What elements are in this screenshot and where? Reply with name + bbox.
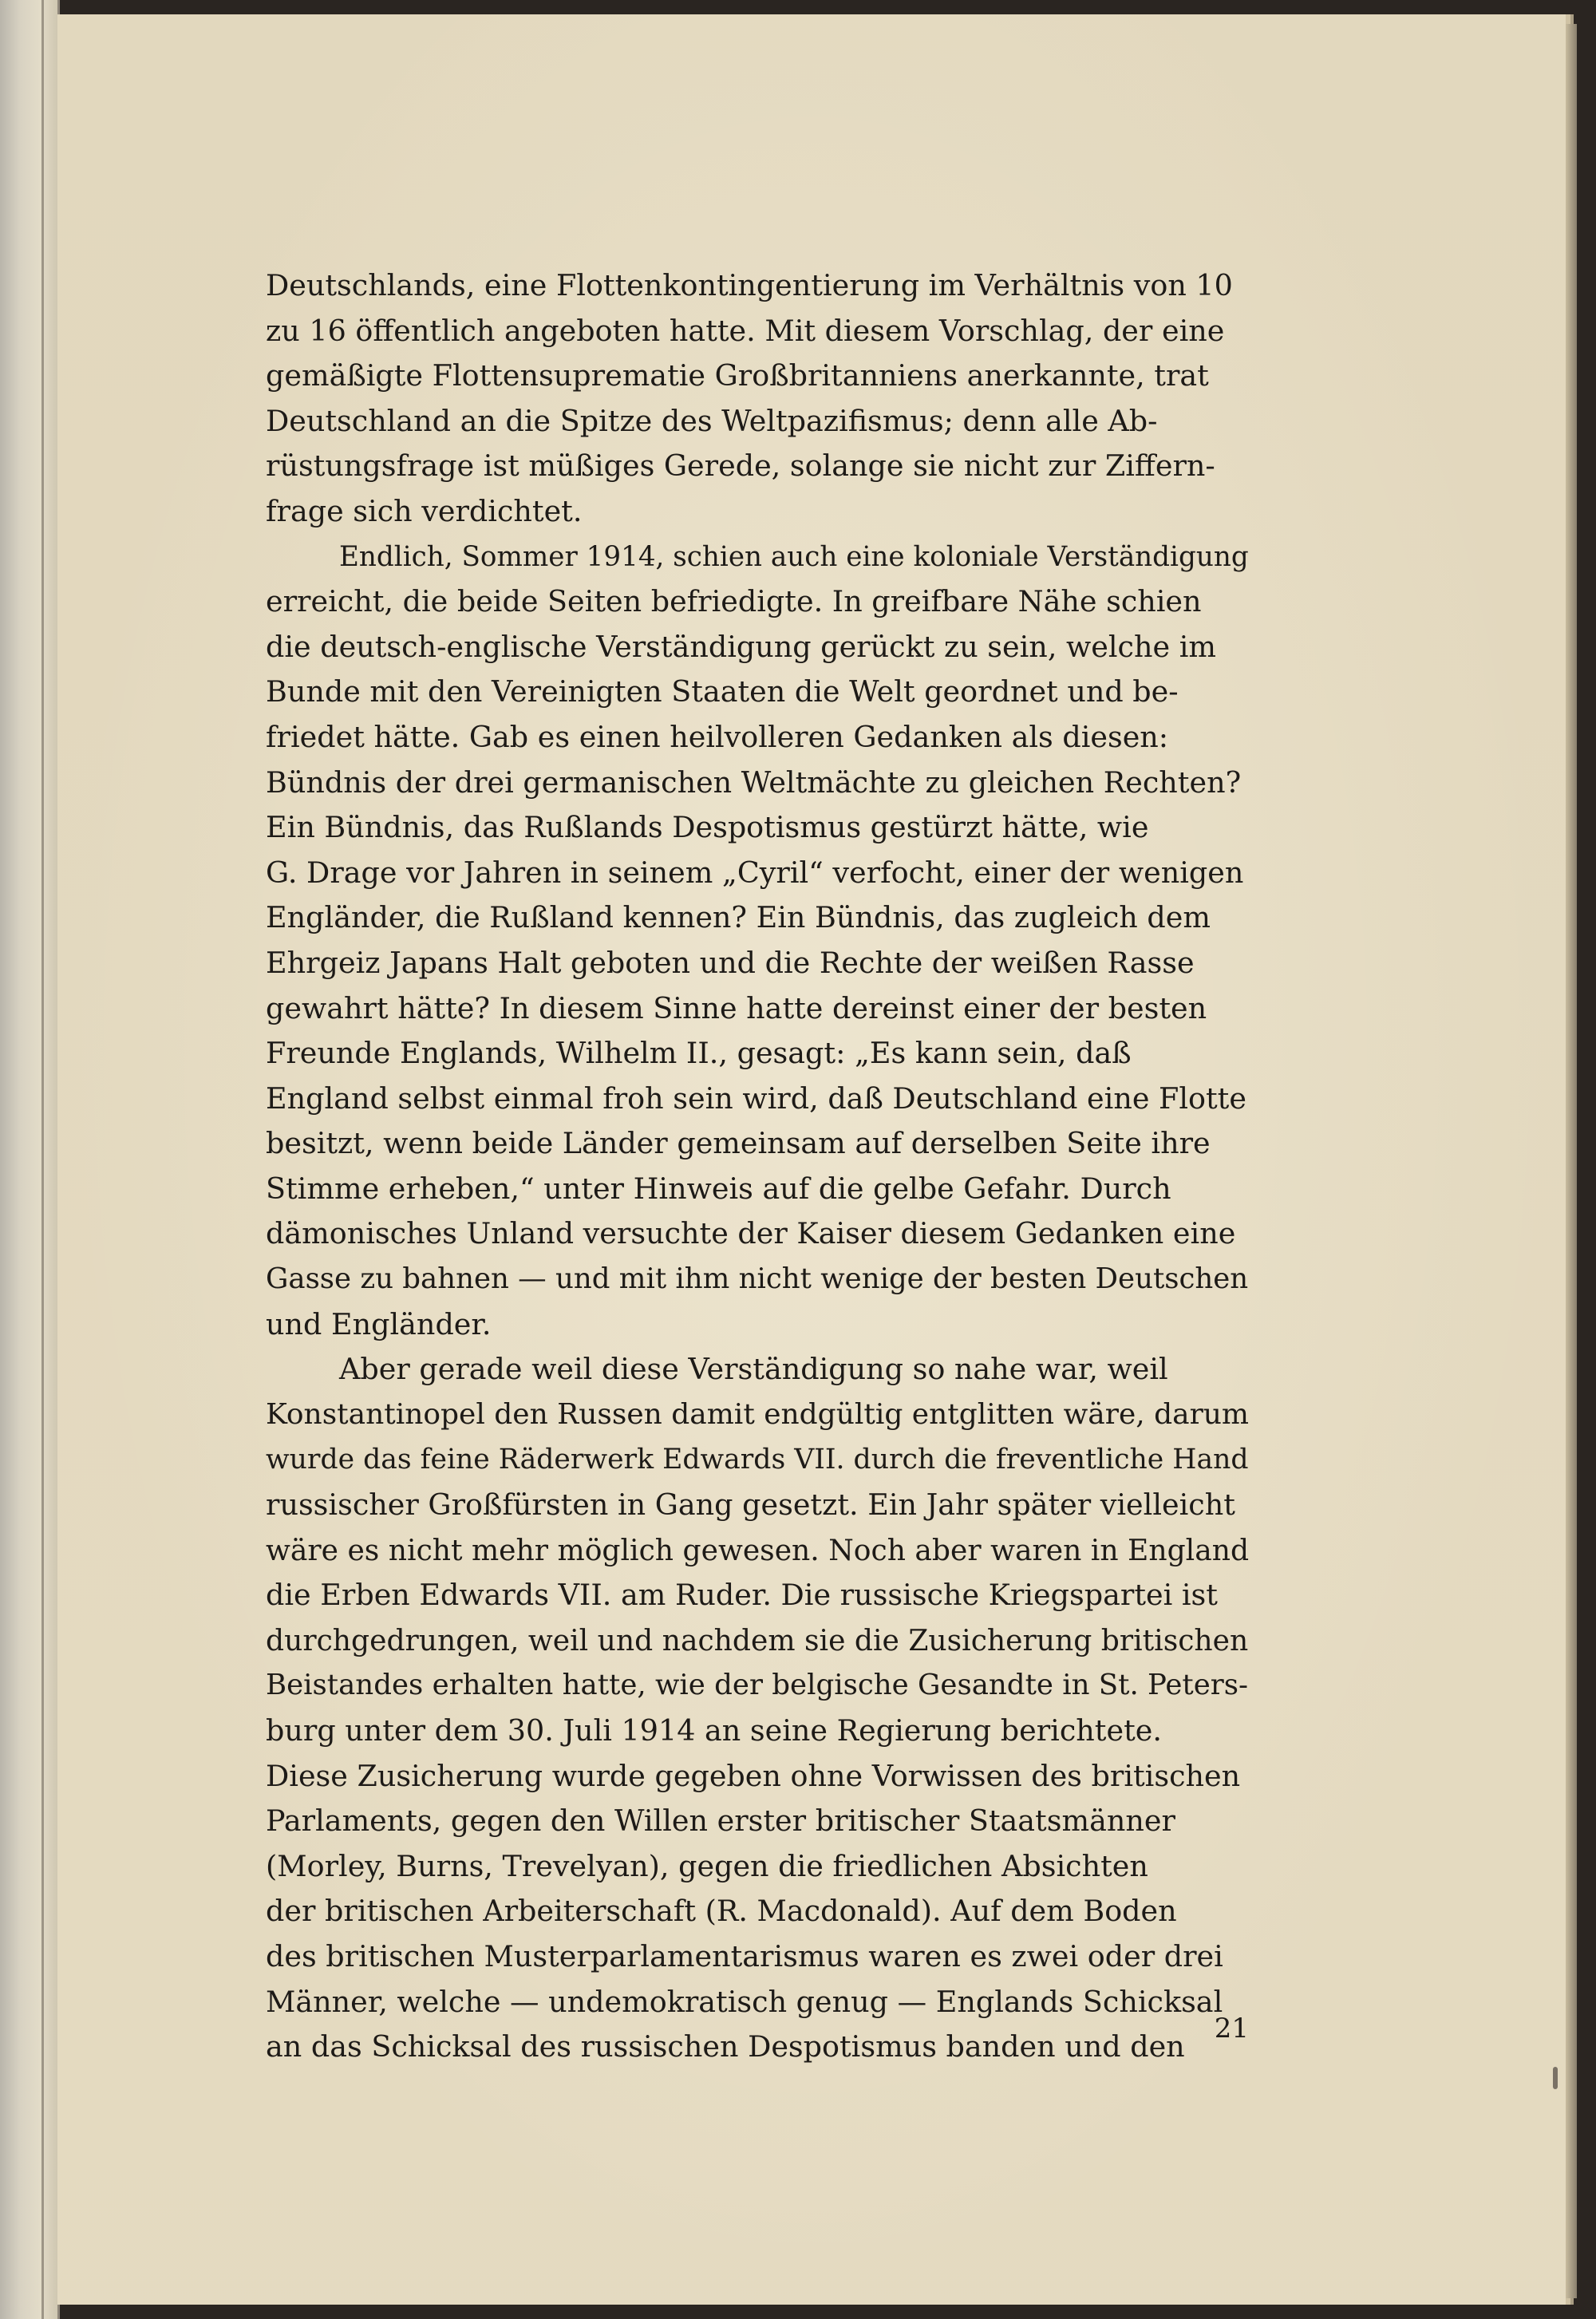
- page-stack-edge: [1566, 24, 1577, 2298]
- text-line: Stimme erheben,“ unter Hinweis auf die gelbe Gefahr. Durch: [266, 1171, 1171, 1206]
- text-line: besitzt, wenn beide Länder gemeinsam auf derselben Seite ihre: [266, 1126, 1211, 1161]
- text-line: die deutsch-englische Verständigung gerückt zu sein, welche im: [266, 629, 1216, 664]
- text-line: an das Schicksal des russischen Despotismus banden und den: [266, 2029, 1185, 2064]
- text-line: Endlich, Sommer 1914, schien auch eine koloniale Verständigung: [339, 540, 1249, 573]
- text-line: Engländer, die Rußland kennen? Ein Bündnis, das zugleich dem: [266, 900, 1211, 935]
- text-line: Männer, welche — undemokratisch genug — Englands Schicksal: [266, 1984, 1223, 2019]
- text-line: die Erben Edwards VII. am Ruder. Die russische Kriegspartei ist: [266, 1578, 1218, 1613]
- previous-page-edge: [0, 0, 60, 2319]
- binding-thread: [1553, 2067, 1558, 2089]
- text-line: burg unter dem 30. Juli 1914 an seine Regierung berichtete.: [266, 1713, 1162, 1748]
- text-line: Ehrgeiz Japans Halt geboten und die Rechte der weißen Rasse: [266, 945, 1195, 980]
- text-line: dämonisches Unland versuchte der Kaiser diesem Gedanken eine: [266, 1216, 1236, 1251]
- text-line: Bündnis der drei germanischen Weltmächte zu gleichen Rechten?: [266, 764, 1242, 800]
- text-line: gewahrt hätte? In diesem Sinne hatte dereinst einer der besten: [266, 990, 1207, 1025]
- text-line: der britischen Arbeiterschaft (R. Macdonald). Auf dem Boden: [266, 1894, 1177, 1929]
- text-line: rüstungsfrage ist müßiges Gerede, solange sie nicht zur Ziffern-: [266, 448, 1215, 484]
- text-line: wurde das feine Räderwerk Edwards VII. durch die freventliche Hand: [266, 1444, 1249, 1476]
- text-line: (Morley, Burns, Trevelyan), gegen die friedlichen Absichten: [266, 1848, 1148, 1883]
- text-line: Aber gerade weil diese Verständigung so nahe war, weil: [339, 1352, 1168, 1387]
- text-line: durchgedrungen, weil und nachdem sie die Zusicherung britischen: [266, 1623, 1249, 1657]
- text-line: wäre es nicht mehr möglich gewesen. Noch aber waren in England: [266, 1533, 1249, 1567]
- text-line: Parlaments, gegen den Willen erster britischer Staatsmänner: [266, 1803, 1175, 1839]
- text-line: G. Drage vor Jahren in seinem „Cyril“ verfocht, einer der wenigen: [266, 855, 1244, 890]
- text-line: gemäßigte Flottensuprematie Großbritanniens anerkannte, trat: [266, 358, 1209, 393]
- text-line: zu 16 öffentlich angeboten hatte. Mit diesem Vorschlag, der eine: [266, 313, 1225, 348]
- text-line: Freunde Englands, Wilhelm II., gesagt: „Es kann sein, daß: [266, 1036, 1132, 1071]
- text-line: Diese Zusicherung wurde gegeben ohne Vorwissen des britischen: [266, 1758, 1241, 1793]
- binding-fold: [41, 0, 44, 2319]
- page-number: 21: [1214, 2013, 1249, 2044]
- text-line: Konstantinopel den Russen damit endgültig entglitten wäre, darum: [266, 1397, 1249, 1431]
- text-line: England selbst einmal froh sein wird, daß Deutschland eine Flotte: [266, 1080, 1246, 1116]
- text-line: Beistandes erhalten hatte, wie der belgische Gesandte in St. Peters-: [266, 1669, 1249, 1702]
- text-line: Bunde mit den Vereinigten Staaten die Welt geordnet und be-: [266, 674, 1179, 709]
- text-line: Deutschland an die Spitze des Weltpazifismus; denn alle Ab-: [266, 403, 1158, 438]
- text-line: frage sich verdichtet.: [266, 493, 583, 528]
- text-line: und Engländer.: [266, 1306, 492, 1341]
- text-line: Deutschlands, eine Flottenkontingentierung im Verhältnis von 10: [266, 268, 1233, 302]
- text-line: Ein Bündnis, das Rußlands Despotismus gestürzt hätte, wie: [266, 810, 1149, 845]
- body-text: [266, 263, 1249, 2070]
- text-line: russischer Großfürsten in Gang gesetzt. Ein Jahr später vielleicht: [266, 1487, 1235, 1523]
- text-line: Gasse zu bahnen — und mit ihm nicht wenige der besten Deutschen: [266, 1262, 1249, 1296]
- text-line: des britischen Musterparlamentarismus waren es zwei oder drei: [266, 1938, 1223, 1973]
- text-line: friedet hätte. Gab es einen heilvolleren Gedanken als diesen:: [266, 719, 1169, 754]
- text-line: erreicht, die beide Seiten befriedigte. In greifbare Nähe schien: [266, 584, 1202, 619]
